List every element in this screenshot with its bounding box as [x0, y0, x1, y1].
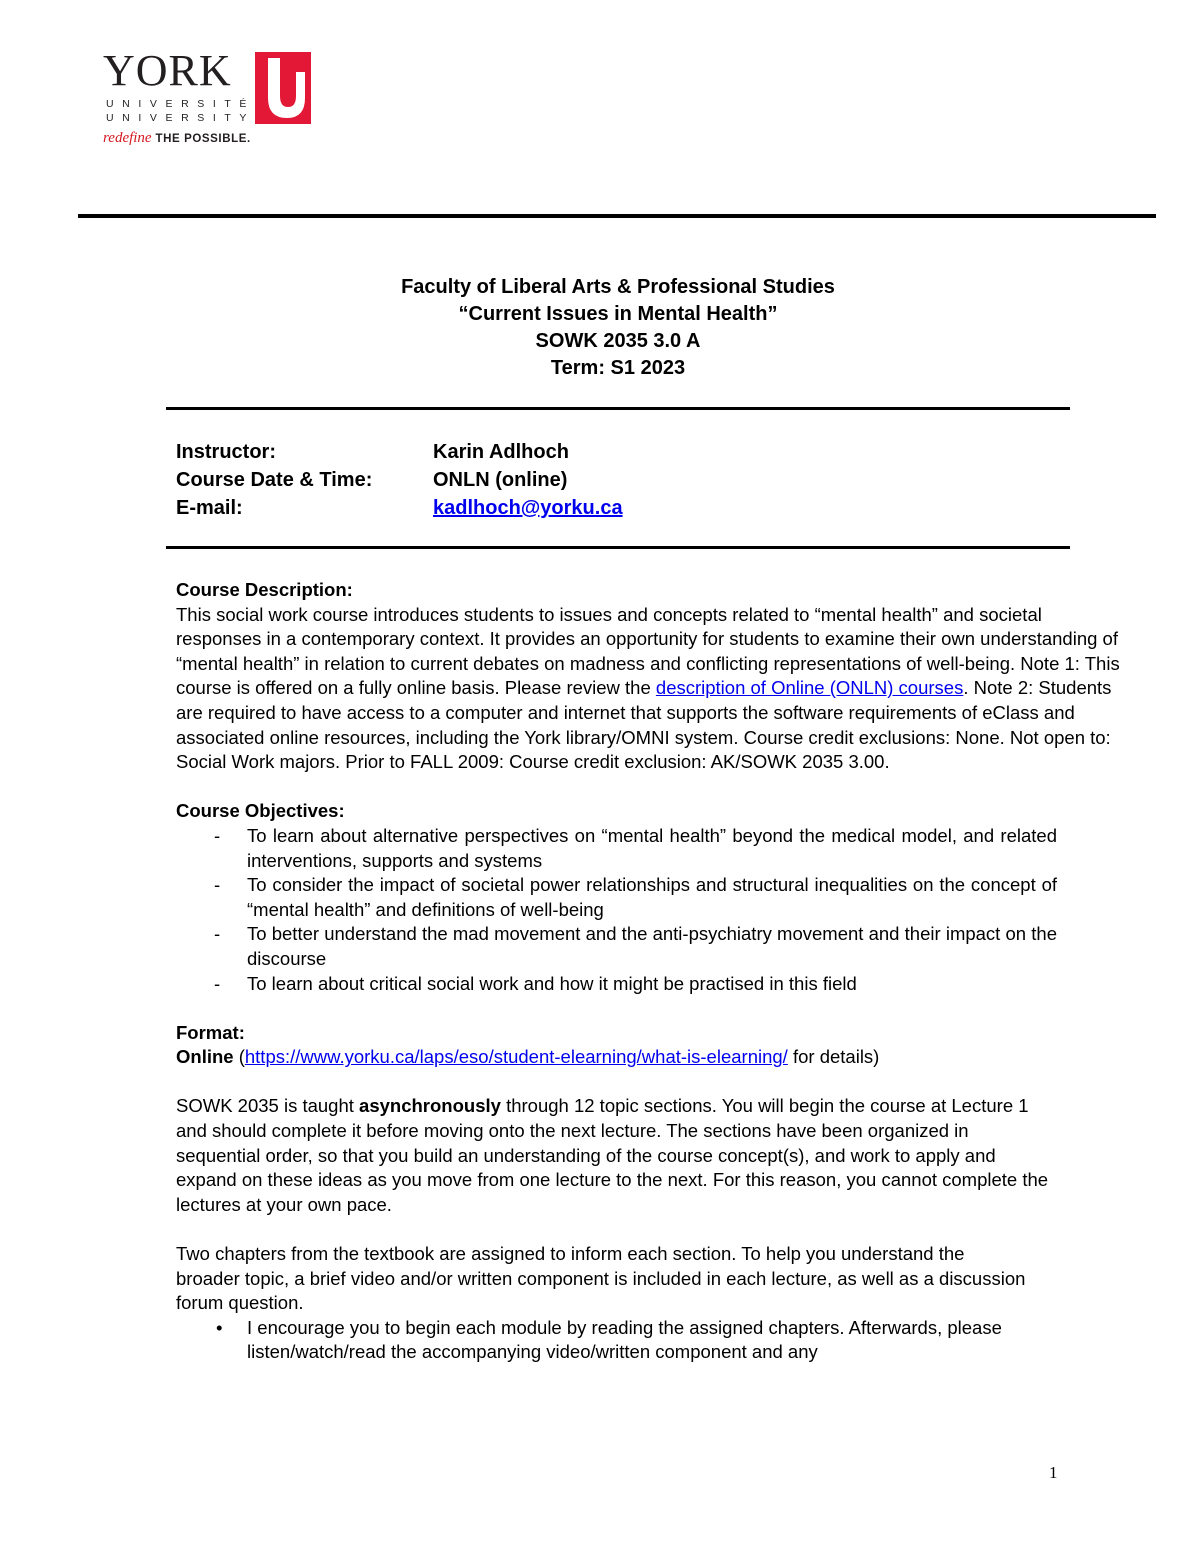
description-text-part2: . Note 2: Students are required to have access to a computer and internet that supports the software requirements of eClass and associated online resources, including the York library/OMNI system. Course credit exclusions: None. Not open to: Social Work majors. Prior to FALL 2009: Course credit exclusion: AK/SOWK 2035 3.00. [176, 677, 1112, 773]
logo-university: UNIVERSITY [106, 112, 256, 124]
tagline-redefine: redefine [103, 130, 152, 146]
format-online-line: Online (https://www.yorku.ca/laps/eso/student-elearning/what-is-elearning/ for details) [176, 1046, 880, 1068]
online-courses-link[interactable]: description of Online (ONLN) courses [655, 677, 964, 699]
format-paragraph-2: Two chapters from the textbook are assigned to inform each section. To help you understand the broader topic, a brief video and/or written component is included in each lecture, as well as a discussion forum question. [176, 1243, 1026, 1314]
title-rule [166, 407, 1070, 410]
objective-item: - To learn about critical social work and how it might be practised in this field [176, 972, 1057, 997]
format-bullets [176, 1316, 1136, 1365]
email-row [176, 494, 623, 522]
instructor-info [176, 438, 623, 522]
description-text-part1: This social work course introduces students to issues and concepts related to “mental health” and societal responses in a contemporary context. It provides an opportunity for students to examine their own understanding of “mental health” in relation to current debates on madness and conflicting representations of well-being. Note 1: This course is offered on a fully online basis. Please review the [176, 603, 1120, 699]
objectives-heading: Course Objectives: [176, 800, 345, 822]
tagline-the-possible: THE POSSIBLE. [155, 133, 251, 145]
datetime-label: Course Date & Time: [176, 469, 373, 491]
instructor-label: Instructor: [176, 441, 276, 463]
york-university-logo [103, 47, 318, 147]
format-paragraph-1: SOWK 2035 is taught asynchronously through 12 topic sections. You will begin the course at Lecture 1 and should complete it before moving onto the next lecture. The sections have been organized in sequential order, so that you build an understanding of the course concept(s), and work to apply and expand on these ideas as you move from one lecture to the next. For this reason, you cannot complete the lectures at your own pace. [176, 1095, 1049, 1215]
description-text [176, 603, 1126, 775]
york-u-icon [255, 52, 311, 124]
objective-item: - To consider the impact of societal power relationships and structural inequalities on the concept of “mental health” and definitions of well-being [214, 874, 1057, 920]
course-header [166, 274, 1070, 382]
objectives-list [176, 824, 1136, 996]
course-title: “Current Issues in Mental Health” [458, 303, 778, 325]
course-term: Term: S1 2023 [550, 357, 686, 379]
objective-item: - To learn about alternative perspectives on “mental health” beyond the medical model, and related interventions, supports and systems [214, 824, 1057, 871]
asynchronously-bold: asynchronously [359, 1095, 501, 1117]
datetime-row [176, 466, 623, 494]
format-bullet-item: • I encourage you to begin each module by reading the assigned chapters. Afterwards, please listen/watch/read the accompanying video/written component and any [216, 1316, 1002, 1363]
dash-marker: - [214, 972, 221, 994]
format-heading: Format: [176, 1021, 245, 1043]
dash-marker: - [214, 874, 221, 896]
logo-tagline [103, 129, 251, 147]
info-rule [166, 546, 1070, 549]
email-link[interactable]: kadlhoch@yorku.ca [433, 497, 623, 519]
page-number: 1 [1049, 1463, 1058, 1482]
email-label: E-mail: [176, 497, 243, 519]
dash-marker: - [214, 824, 221, 846]
description-heading: Course Description: [176, 579, 353, 600]
elearning-link[interactable]: https://www.yorku.ca/laps/eso/student-elearning/what-is-elearning/ [244, 1046, 788, 1068]
faculty-title: Faculty of Liberal Arts & Professional Studies [401, 276, 835, 298]
instructor-name: Karin Adlhoch [433, 441, 569, 463]
dash-marker: - [214, 923, 221, 945]
course-code: SOWK 2035 3.0 A [535, 330, 701, 352]
bullet-marker: • [216, 1316, 223, 1338]
syllabus-body [176, 578, 1136, 1365]
objective-item: - To better understand the mad movement and the anti-psychiatry movement and their impact on the discourse [214, 923, 1057, 969]
logo-wordmark: YORK [103, 46, 232, 95]
datetime-value: ONLN (online) [433, 469, 568, 491]
header-rule [78, 214, 1156, 218]
logo-universite: UNIVERSITÉ [106, 98, 256, 110]
format-online-label: Online [176, 1046, 234, 1068]
instructor-row [176, 438, 623, 466]
